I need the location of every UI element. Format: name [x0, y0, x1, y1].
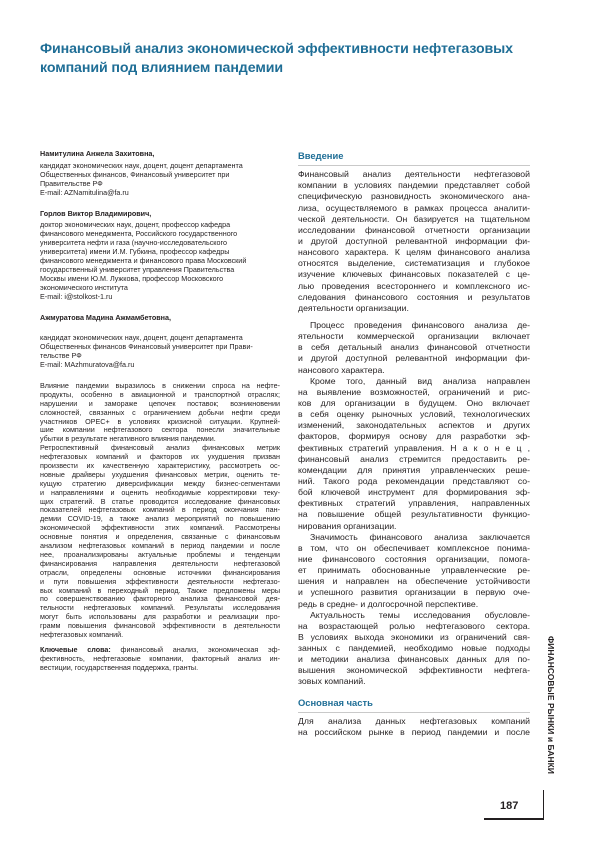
- text-line: вышения экономической эффективности нефтега-: [298, 665, 530, 676]
- text-line: ет принимать обоснованные управленческие ре-: [298, 565, 530, 576]
- intro-paragraph: [298, 169, 530, 314]
- abstract-line: экономической эффективности этих компаний. Рассмотрены: [40, 524, 280, 533]
- abstract-line: анализом нефтегазовых компаний в период пандемии и после: [40, 542, 280, 551]
- keywords-line: вестиции, государственная поддержка, гранты.: [40, 663, 199, 672]
- text-line: и успешного развития организации в первую оче-: [298, 587, 530, 598]
- abstract-line: шие компании нефтегазового сектора понесли значительные: [40, 426, 280, 435]
- text-line: изучение ключевых финансовых показателей с це-: [298, 269, 530, 280]
- intro-paragraph: [298, 532, 530, 610]
- abstract-line: нее, проанализированы актуальные проблемы и тенденции: [40, 550, 280, 559]
- text-line: комендации для принятия управленческих реше-: [298, 464, 530, 475]
- text-line: ков для организации в будущем. Оно включает: [298, 397, 530, 408]
- abstract-line: нефтегазовых компаний и факторов их ухудшения призван: [40, 453, 280, 462]
- text-line: на российском рынке в период пандемии и после: [298, 726, 530, 737]
- author-affiliation-line: Общественных финансов, Финансовый университет при: [40, 169, 230, 179]
- text-line: Процесс проведения финансового анализа де-: [310, 319, 530, 330]
- abstract-line: по совершенствованию факторного анализа финансовой дея-: [40, 595, 280, 604]
- text-line: и методики анализа финансовых данных для по-: [298, 654, 530, 665]
- author-affiliation-line: государственный университет управления Правительства: [40, 264, 235, 274]
- abstract-line: сложностей, связанных с ограничением добычи нефти среди: [40, 408, 280, 417]
- abstract-line: новные драйверы ухудшения финансовых метрик, оценить те-: [40, 470, 280, 479]
- text-line: на выявление возможностей, ограничений и рис-: [298, 386, 530, 397]
- text-line: В условиях выхода экономики из ограничений свя-: [298, 631, 530, 642]
- text-line: нирования организации.: [298, 520, 397, 531]
- section-heading-introduction: Введение: [298, 150, 530, 166]
- author-name: Ажмуратова Мадина Ажмамбетовна,: [40, 312, 171, 322]
- abstract-line: участников ОРЕС+ в условиях кризисной ситуации. Крупней-: [40, 417, 280, 426]
- article-title: [40, 40, 540, 78]
- text-line: исследовании финансовой отчетности организации: [298, 224, 530, 235]
- keywords-first-line: [40, 646, 280, 655]
- text-line: финансовый анализ стремится предоставить ре-: [298, 453, 530, 464]
- abstract-line: отрасли, определены основные источники финансирования: [40, 568, 280, 577]
- keywords: [40, 646, 280, 673]
- intro-paragraph: [298, 376, 530, 532]
- intro-paragraph: [298, 320, 530, 376]
- author-affiliation-line: E-mail: MAzhmuratova@fa.ru: [40, 360, 135, 370]
- abstract-line: нарушении и замораже цепочек поставок; возникновении: [40, 399, 280, 408]
- abstract-line: показателей нефтегазовых компаний в период окончания пан-: [40, 506, 280, 515]
- main-part-body: [298, 716, 530, 738]
- text-line: нансового характера. К целям финансового анализа: [298, 247, 530, 258]
- author-block: [40, 210, 280, 302]
- abstract: [40, 382, 280, 640]
- abstract-line: финансирования направления деятельности нефтегазовой: [40, 559, 280, 568]
- author-affiliation-line: финансового менеджмента и финансового права Московский: [40, 256, 247, 266]
- journal-section-label: ФИНАНСОВЫЕ РЫНКИ и БАНКИ: [546, 636, 556, 774]
- main-text-column: [298, 150, 530, 738]
- section-heading-main: Основная часть: [298, 697, 530, 713]
- abstract-line: убытки в результате негативного влияния пандемии.: [40, 435, 216, 444]
- keywords-text: финансовый анализ, экономическая эф-: [110, 645, 280, 654]
- text-line: следования финансового состояния и результатов: [298, 291, 530, 302]
- author-affiliation-line: кандидат экономических наук, доцент, доцент департамента: [40, 160, 243, 170]
- author-affiliation-line: Москвы имени Ю.М. Лужкова, профессор Московского: [40, 273, 224, 283]
- text-line: компании в условиях пандемии представляет собой: [298, 180, 530, 191]
- author-affiliation-line: E-mail: i@stolkost-1.ru: [40, 291, 113, 301]
- author-affiliation-line: университета) имени И.М. Губкина, профессор кафедры: [40, 247, 230, 257]
- authors-and-abstract-column: [40, 150, 280, 673]
- author-affiliation-line: университета нефти и газа (научно-исследовательского: [40, 238, 227, 248]
- author-affiliation-line: E-mail: AZNamitulina@fa.ru: [40, 187, 129, 197]
- text-line: Актуальность темы исследования обусловле-: [310, 609, 530, 620]
- text-line: ний. Такого рода рекомендации представляют со-: [298, 475, 530, 486]
- title-line: Финансовый анализ экономической эффективности нефтегазовых: [40, 41, 513, 57]
- text-line: факторов, формируя основу для разработки эф-: [298, 431, 530, 442]
- text-line: Значимость финансового анализа заключается: [310, 531, 530, 542]
- abstract-line: Влияние пандемии выразилось в снижении спроса на нефте-: [40, 382, 280, 391]
- abstract-line: и пути повышения эффективности деятельности нефтегазо-: [40, 577, 280, 586]
- keywords-label: Ключевые слова:: [40, 645, 111, 654]
- text-line: фективных стратегий управления, направленных: [298, 498, 530, 509]
- text-line: изменений, законодательных аспектов и других: [298, 420, 530, 431]
- text-line: нансового характера.: [298, 364, 385, 375]
- author-affiliation-line: кандидат экономических наук, доцент, доцент департамента: [40, 333, 243, 343]
- text-line: ческой деятельности. Он базируется на тщательном: [298, 213, 530, 224]
- text-line: фективных стратегий управления. Н а к о н е ц ,: [298, 442, 530, 453]
- abstract-line: тельности нефтегазовых компаний. Результаты исследования: [40, 604, 280, 613]
- abstract-line: кущую стратегию диверсификации между бизнес-сегментами: [40, 479, 280, 488]
- text-line: лью проведения всестороннего и комплексного ис-: [298, 280, 530, 291]
- text-line: относятся выделение, систематизация и глубокое: [298, 258, 530, 269]
- text-line: в себя оценку рыночных условий, технологических: [298, 409, 530, 420]
- text-line: ние финансового состояния организации, помога-: [298, 553, 530, 564]
- introduction-body: [298, 169, 530, 687]
- page-number-rule: [484, 818, 544, 820]
- abstract-line: могут быть использованы для разработки и реализации про-: [40, 613, 280, 622]
- author-affiliation-line: финансового менеджмента, Российского государственного: [40, 229, 238, 239]
- text-line: редь в средне- и долгосрочной перспективе.: [298, 598, 479, 609]
- author-affiliation-line: Правительстве РФ: [40, 178, 103, 188]
- text-line: специфическую разновидность экономического ана-: [298, 191, 530, 202]
- author-list: [40, 150, 280, 370]
- text-line: деятельности организации.: [298, 302, 409, 313]
- text-line: бой ключевой инструмент для формирования эф-: [298, 487, 530, 498]
- abstract-line: продукты, особенно в авиационной и транспортной отраслях;: [40, 390, 280, 399]
- abstract-line: Ретроспективный финансовый анализ финансовых метрик: [40, 444, 280, 453]
- text-line: шения и направлен на обеспечение устойчивости: [298, 576, 530, 587]
- abstract-line: нефтегазовых компаний.: [40, 630, 124, 639]
- text-line: занных с пандемией, необходимо новые подходы: [298, 643, 530, 654]
- author-affiliation-line: Общественных финансов Финансовый университет при Прави-: [40, 342, 253, 352]
- abstract-line: и направлениями и оценить необходимые корректировки теку-: [40, 488, 280, 497]
- text-line: в себя детальный анализ финансовой отчетности: [298, 342, 530, 353]
- abstract-line: щих стратегий. В статье проводится исследование финансовых: [40, 497, 280, 506]
- text-line: на повышение общей результативности функцио-: [298, 509, 530, 520]
- text-line: Для анализа данных нефтегазовых компаний: [298, 715, 530, 726]
- text-line: Кроме того, данный вид анализа направлен: [310, 375, 530, 386]
- page-corner-rule: [543, 790, 544, 820]
- text-line: зовых компаний.: [298, 676, 366, 687]
- author-affiliation-line: доктор экономических наук, доцент, профессор кафедра: [40, 220, 231, 230]
- abstract-line: грамм повышения финансовой эффективности в деятельности: [40, 622, 280, 631]
- author-block: [40, 150, 280, 198]
- text-line: Финансовый анализ деятельности нефтегазовой: [298, 169, 530, 180]
- text-line: на возрастающей ролью нефтегазового сектора.: [298, 620, 530, 631]
- text-line: и другой доступной релевантной информации фи-: [298, 236, 530, 246]
- text-line: лиза, осуществляемого в рамках процесса аналити-: [298, 202, 530, 213]
- abstract-line: вых компаний в переходный период. Также предложены меры: [40, 586, 280, 595]
- keywords-line: фективность, нефтегазовые компании, факторный анализ ин-: [40, 654, 280, 663]
- author-affiliation-line: тельстве РФ: [40, 351, 82, 361]
- author-name: Намитулина Анжела Захитовна,: [40, 149, 155, 158]
- page-number: 187: [500, 800, 519, 812]
- intro-paragraph: [298, 610, 530, 688]
- author-block: [40, 314, 280, 370]
- title-line: компаний под влиянием пандемии: [40, 60, 283, 76]
- text-line: в том, что он обеспечивает комплексное понима-: [298, 542, 530, 553]
- text-line: и другой доступной релевантной информации фи-: [298, 353, 530, 364]
- author-name: Горлов Виктор Владимирович,: [40, 208, 152, 218]
- author-affiliation-line: экономического института: [40, 282, 128, 292]
- abstract-line: демии COVID-19, а также анализ мероприятий по повышению: [40, 515, 280, 524]
- abstract-line: основные понятия и определения, связанные с финансовым: [40, 533, 280, 542]
- abstract-line: произвести их качественную характеристику, рассмотреть ос-: [40, 462, 280, 471]
- text-line: ятельности коммерческой организации включает: [298, 331, 530, 342]
